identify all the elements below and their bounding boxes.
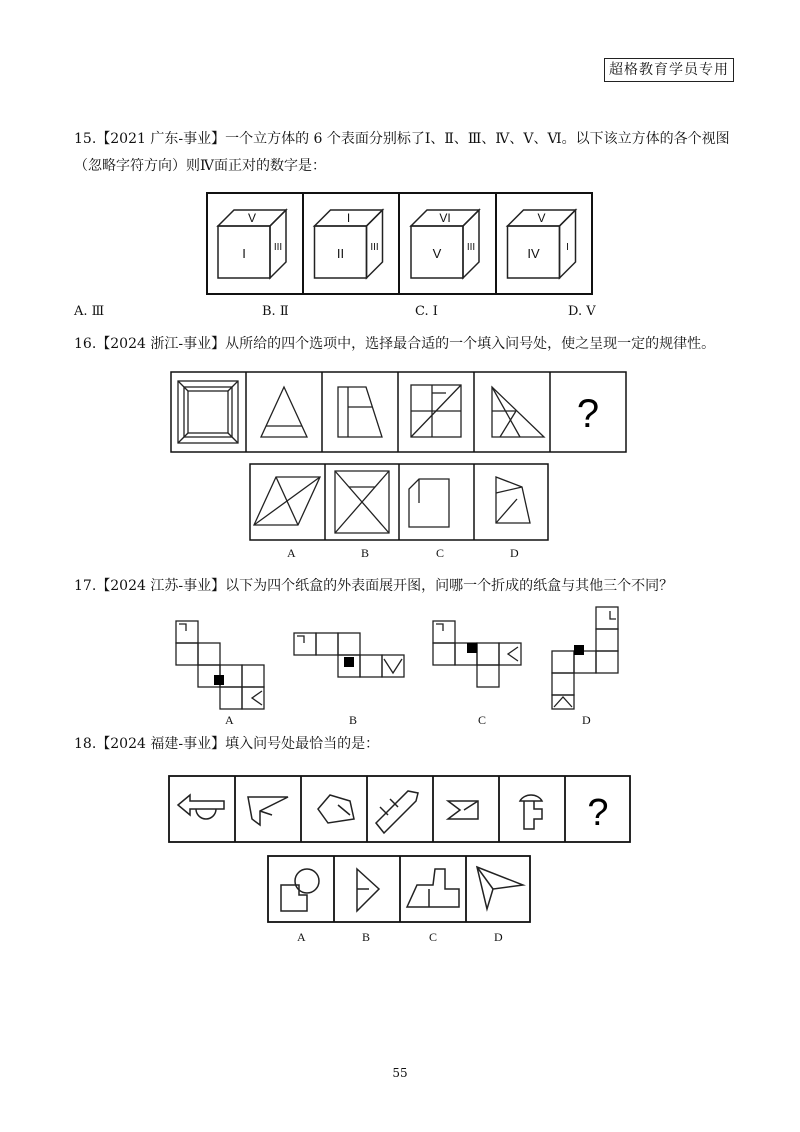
q15-option-c[interactable]: C. Ⅰ <box>415 304 438 319</box>
q15-cube-4 <box>508 210 576 278</box>
q16-option-d[interactable]: D <box>510 546 519 560</box>
q18-option-d[interactable]: D <box>494 930 503 944</box>
q15-option-d[interactable]: D. Ⅴ <box>568 304 596 319</box>
question-15-text: 15.【2021 广东-事业】一个立方体的 6 个表面分别标了Ⅰ、Ⅱ、Ⅲ、Ⅳ、Ⅴ、Ⅵ。以下该立方体的各个视图（忽略字符方向）则Ⅳ面正对的数字是： <box>74 131 730 174</box>
q18-option-c[interactable]: C <box>429 930 438 944</box>
cube-front-label: I <box>242 246 246 261</box>
q17-option-d[interactable]: D <box>582 713 591 727</box>
q17-option-b[interactable]: B <box>349 713 358 727</box>
cube-front-label: IV <box>527 246 540 261</box>
cube-top-label: V <box>537 211 546 225</box>
q15-option-a[interactable]: A. Ⅲ <box>74 304 105 319</box>
q18-option-c-figure <box>407 869 459 907</box>
q18-question-mark: ? <box>587 792 609 834</box>
q16-figure-4 <box>411 385 461 437</box>
q15-cube-views <box>206 192 593 295</box>
q15-cube-3 <box>411 210 479 278</box>
q18-figure-2 <box>248 797 288 825</box>
q16-figure-5 <box>492 387 544 437</box>
q17-net-b <box>294 633 404 677</box>
header-badge: 超格教育学员专用 <box>604 58 734 82</box>
question-18-text: 18.【2024 福建-事业】填入问号处最恰当的是： <box>74 736 380 752</box>
q18-option-b[interactable]: B <box>362 930 371 944</box>
q18-figure-1 <box>178 795 224 819</box>
q16-option-a-figure <box>254 477 320 525</box>
q18-option-a[interactable]: A <box>297 930 306 944</box>
q16-option-a[interactable]: A <box>287 546 296 560</box>
q16-option-b[interactable]: B <box>361 546 370 560</box>
q17-nets <box>170 615 630 710</box>
q18-sequence-panel <box>168 775 631 843</box>
q16-option-d-figure <box>496 477 530 523</box>
q18-figure-4 <box>376 791 418 833</box>
q15-cube-1 <box>218 210 286 278</box>
q18-option-b-figure <box>357 869 379 911</box>
q18-figure-5 <box>448 801 478 819</box>
question-16-text: 16.【2024 浙江-事业】从所给的四个选项中，选择最合适的一个填入问号处，使之呈现一定的规律性。 <box>74 336 716 352</box>
cube-right-label: III <box>370 242 379 253</box>
cube-front-label: II <box>336 246 345 261</box>
cube-front-label: V <box>432 246 442 261</box>
cube-top-label: I <box>346 211 351 225</box>
q16-figure-3 <box>338 387 382 437</box>
q16-question-mark: ? <box>576 392 600 436</box>
cube-top-label: V <box>247 211 257 225</box>
q17-option-a[interactable]: A <box>225 713 234 727</box>
q15-cube-2 <box>315 210 383 278</box>
q16-figure-2 <box>261 387 307 437</box>
q16-options-panel <box>249 463 549 541</box>
cube-right-label: III <box>273 242 283 253</box>
page-number: 55 <box>392 1066 408 1080</box>
q17-net-d <box>552 607 618 709</box>
q17-net-c <box>433 621 521 687</box>
q18-figure-6 <box>520 795 542 829</box>
q16-figure-1 <box>178 381 238 443</box>
q18-options-panel <box>267 855 531 923</box>
question-17-text: 17.【2024 江苏-事业】以下为四个纸盒的外表面展开图，问哪一个折成的纸盒与其他三个不同？ <box>74 578 674 594</box>
cube-right-label: I <box>566 242 569 253</box>
q17-net-a <box>176 621 264 709</box>
q18-option-d-figure <box>477 867 523 909</box>
q16-sequence-panel <box>170 371 627 453</box>
q17-option-c[interactable]: C <box>478 713 487 727</box>
q16-option-b-figure <box>335 471 389 533</box>
q16-option-c[interactable]: C <box>436 546 445 560</box>
q15-option-b[interactable]: B. Ⅱ <box>262 304 289 319</box>
q18-option-a-figure <box>281 869 319 911</box>
cube-right-label: III <box>466 242 476 253</box>
q18-figure-3 <box>318 795 354 823</box>
q16-option-c-figure <box>409 479 449 527</box>
cube-top-label: VI <box>439 211 451 225</box>
